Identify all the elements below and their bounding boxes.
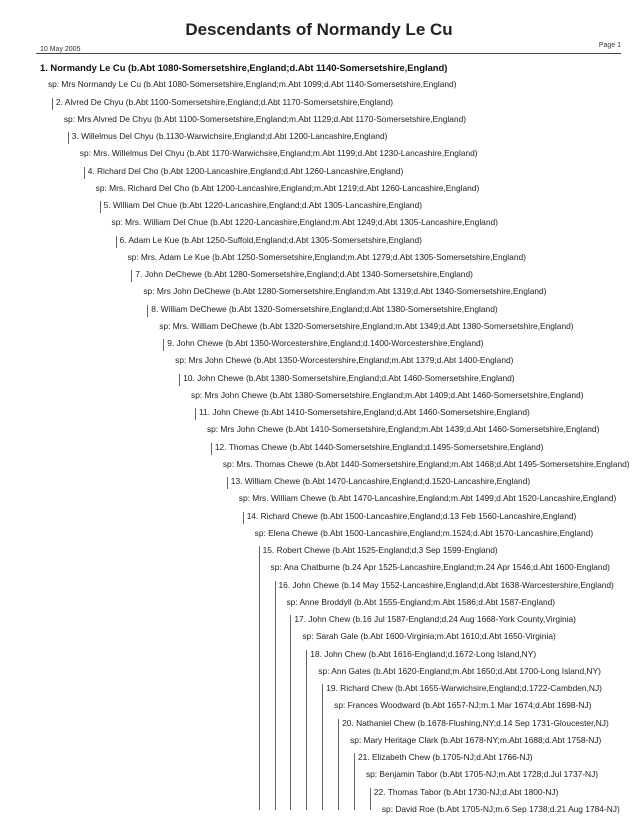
tree-connector-line [179, 374, 180, 386]
spouse-entry: sp: Mrs Normandy Le Cu (b.Abt 1080-Somersetshire,England;m.Abt 1099;d.Abt 1140-Somersetshire,England) [47, 79, 457, 90]
spouse-entry: sp: Elena Chewe (b.Abt 1500-Lancashire,England;m.1524;d.Abt 1570-Lancashire,England) [254, 527, 594, 538]
spouse-entry: sp: Benjamin Tabor (b.Abt 1705-NJ;m.Abt 1728;d.Jul 1737-NJ) [365, 769, 599, 780]
spouse-entry: sp: Mrs. Willelmus Del Chyu (b.Abt 1170-Warwichsire,England;m.Abt 1199;d.Abt 1230-Lancashire,England) [79, 148, 478, 159]
tree-connector-line [259, 546, 260, 810]
descendant-entry: 7. John DeChewe (b.Abt 1280-Somersetshire,England;d.Abt 1340-Somersetshire,England) [135, 269, 473, 279]
spouse-entry: sp: Mrs John Chewe (b.Abt 1410-Somersetshire,England;m.Abt 1439;d.Abt 1460-Somersetshire,England) [206, 424, 600, 435]
tree-connector-line [211, 443, 212, 455]
descendant-entry: 8. William DeChewe (b.Abt 1320-Somersetshire,England;d.Abt 1380-Somersetshire,England) [151, 303, 498, 314]
descendant-entry: 16. John Chewe (b.14 May 1552-Lancashire,England;d.Abt 1638-Warcestershire,England) [278, 579, 614, 590]
descendant-entry: 12. Thomas Chewe (b.Abt 1440-Somersetshire,England;d.1495-Somersetshire,England) [214, 441, 544, 452]
tree-connector-line [52, 98, 53, 110]
spouse-entry: sp: Mrs John DeChewe (b.Abt 1280-Somersetshire,England;m.Abt 1319;d.Abt 1340-Somersetshire,England) [143, 286, 547, 297]
descendant-entry: 10. John Chewe (b.Abt 1380-Somersetshire,England;d.Abt 1460-Somersetshire,England) [183, 372, 515, 383]
spouse-entry: sp: Mrs. William Chewe (b.Abt 1470-Lancashire,England;m.Abt 1499;d.Abt 1520-Lancashire,England) [238, 493, 617, 504]
spouse-entry: sp: Mrs. Thomas Chewe (b.Abt 1440-Somersetshire,England;m.Abt 1468;d.Abt 1495-Somersetshire,England) [222, 458, 630, 469]
descendant-entry: 14. Richard Chewe (b.Abt 1500-Lancashire,England;d.13 Feb 1560-Lancashire,England) [246, 510, 577, 521]
descendant-entry: 18. John Chew (b.Abt 1616-England;d.1672-Long Island,NY) [310, 648, 537, 659]
descendant-entry: 22. Thomas Tabor (b.Abt 1730-NJ;d.Abt 1800-NJ) [373, 786, 559, 797]
tree-connector-line [290, 615, 291, 810]
spouse-entry: sp: Frances Woodward (b.Abt 1657-NJ;m.1 Mar 1674;d.Abt 1698-NJ) [334, 700, 592, 711]
spouse-entry: sp: David Roe (b.Abt 1705-NJ;m.6 Sep 1738;d.21 Aug 1784-NJ) [381, 803, 620, 814]
descendant-entry: 13. William Chewe (b.Abt 1470-Lancashire,England;d.1520-Lancashire,England) [230, 476, 531, 486]
spouse-entry: sp: Mrs John Chewe (b.Abt 1380-Somersetshire,England;m.Abt 1409;d.Abt 1460-Somersetshire,England) [191, 389, 584, 400]
descendant-entry: 3. Willelmus Del Chyu (b.1130-Warwichsire,England;d.Abt 1200-Lancashire,England) [71, 131, 388, 141]
descendant-entry: 6. Adam Le Kue (b.Abt 1250-Suffold,England;d.Abt 1305-Somersetshire,England) [119, 234, 422, 245]
descendant-entry: 19. Richard Chew (b.Abt 1655-Warwichsire,England;d.1722-Cambden,NJ) [326, 683, 602, 693]
tree-connector-line [131, 270, 132, 282]
tree-connector-line [243, 512, 244, 524]
tree-connector-line [227, 477, 228, 489]
spouse-entry: sp: Anne Broddyll (b.Abt 1555-England;m.Abt 1586;d.Abt 1587-England) [286, 596, 556, 607]
descendant-entry: 1. Normandy Le Cu (b.Abt 1080-Somersetshire,England;d.Abt 1140-Somersetshire,England) [40, 62, 448, 73]
spouse-entry: sp: Mrs. Richard Del Cho (b.Abt 1200-Lancashire,England;m.Abt 1219;d.Abt 1260-Lancashire,England) [95, 182, 480, 193]
spouse-entry: sp: Mary Heritage Clark (b.Abt 1678-NY;m.Abt 1688;d.Abt 1758-NJ) [350, 734, 602, 745]
descendant-entry: 17. John Chew (b.16 Jul 1587-England;d.24 Aug 1668-York County,Virginia) [294, 614, 576, 624]
tree-connector-line [275, 581, 276, 811]
descendant-entry: 9. John Chewe (b.Abt 1350-Worcestershire,England;d.1400-Worcestershire,England) [167, 338, 484, 348]
descendant-entry: 4. Richard Del Cho (b.Abt 1200-Lancashire,England;d.Abt 1260-Lancashire,England) [87, 165, 404, 176]
tree-connector-line [116, 236, 117, 248]
spouse-entry: sp: Ana Chatburne (b.24 Apr 1525-Lancashire,England;m.24 Apr 1546;d.Abt 1600-England) [270, 562, 610, 573]
spouse-entry: sp: Sarah Gale (b.Abt 1600-Virginia;m.Abt 1610;d.Abt 1650-Virginia) [302, 631, 556, 642]
spouse-entry: sp: Mrs. William Del Chue (b.Abt 1220-Lancashire,England;m.Abt 1249;d.Abt 1305-Lancashire,England) [111, 217, 498, 228]
spouse-entry: sp: Mrs Alvred De Chyu (b.Abt 1100-Somersetshire,England;m.Abt 1129;d.Abt 1170-Somersetshire,England) [63, 113, 467, 124]
descendant-entry: 20. Nathaniel Chew (b.1678-Flushing,NY;d.14 Sep 1731-Gloucester,NJ) [342, 717, 609, 728]
descendant-entry: 5. William Del Chue (b.Abt 1220-Lancashire,England;d.Abt 1305-Lancashire,England) [103, 200, 423, 210]
tree-connector-line [338, 719, 339, 811]
page-title: Descendants of Normandy Le Cu [185, 20, 453, 39]
descendant-entry: 2. Alvred De Chyu (b.Abt 1100-Somersetshire,England;d.Abt 1170-Somersetshire,England) [55, 96, 394, 107]
spouse-entry: sp: Mrs. Adam Le Kue (b.Abt 1250-Somersetshire,England;m.Abt 1279;d.Abt 1305-Somersetshire,England) [127, 251, 526, 262]
spouse-entry: sp: Mrs. William DeChewe (b.Abt 1320-Somersetshire,England;m.Abt 1349;d.Abt 1380-Somersetshire,England) [159, 320, 574, 331]
tree-connector-line [370, 788, 371, 811]
tree-connector-line [68, 132, 69, 144]
page-number: Page 1 [598, 42, 621, 49]
descendant-entry: 11. John Chewe (b.Abt 1410-Somersetshire,England;d.Abt 1460-Somersetshire,England) [199, 407, 530, 417]
tree-connector-line [354, 753, 355, 810]
header-rule [36, 53, 621, 54]
descendant-entry: 15. Robert Chewe (b.Abt 1525-England;d.3 Sep 1599-England) [262, 545, 498, 555]
report-date: 10 May 2005 [40, 46, 81, 53]
tree-connector-line [322, 684, 323, 810]
tree-connector-line [84, 167, 85, 179]
tree-connector-line [163, 339, 164, 351]
tree-connector-line [195, 408, 196, 420]
tree-connector-line [306, 650, 307, 811]
tree-connector-line [147, 305, 148, 317]
spouse-entry: sp: Mrs John Chewe (b.Abt 1350-Worcestershire,England;m.Abt 1379;d.Abt 1400-England) [175, 355, 514, 366]
tree-connector-line [100, 201, 101, 213]
spouse-entry: sp: Ann Gates (b.Abt 1620-England;m.Abt 1650;d.Abt 1700-Long Island,NY) [318, 665, 601, 676]
descendant-entry: 21. Elizabeth Chew (b.1705-NJ;d.Abt 1766-NJ) [358, 752, 533, 762]
